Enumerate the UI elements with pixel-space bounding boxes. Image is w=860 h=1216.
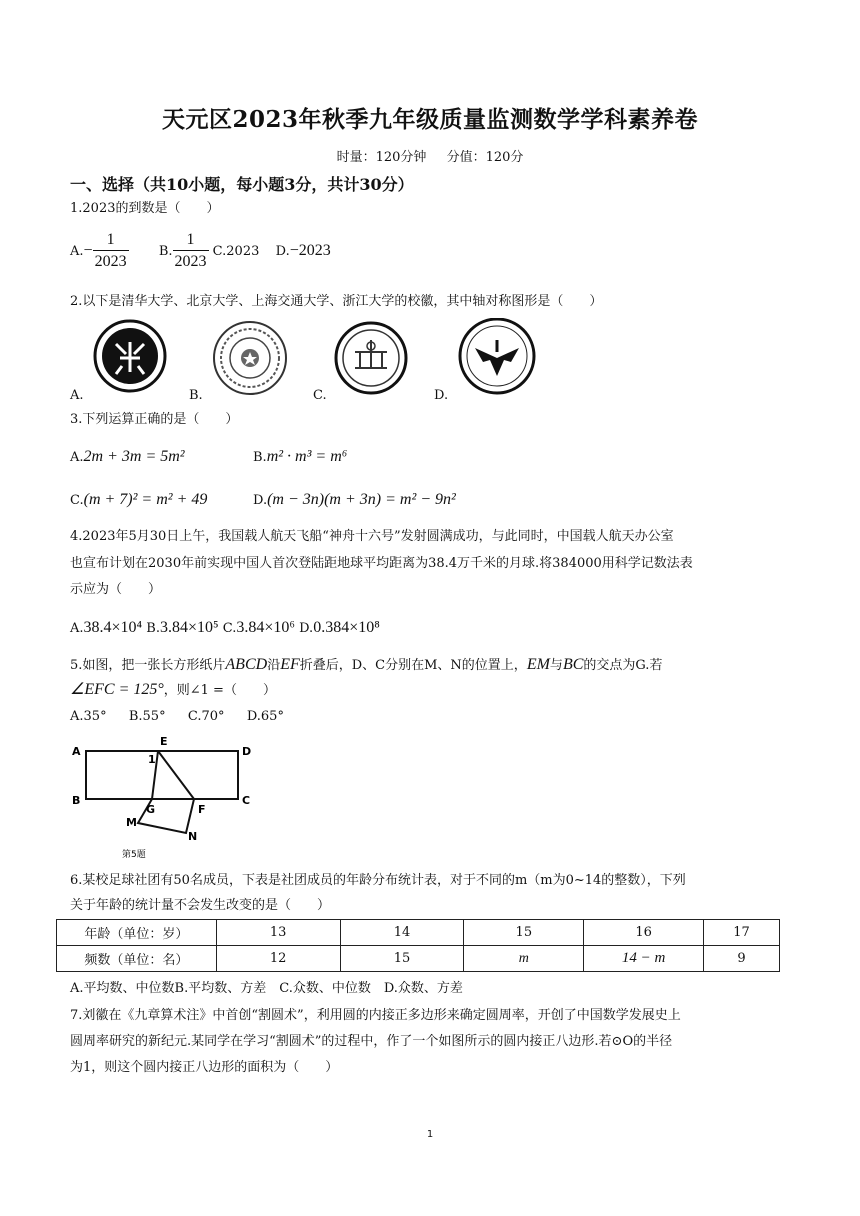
label-angle-1: 1 <box>148 753 156 766</box>
q3-a-label: A. <box>70 450 84 465</box>
q4-b-label: B. <box>146 621 160 636</box>
table-row-age <box>57 920 780 946</box>
figure-caption: 第5题 <box>122 850 146 860</box>
q5-em: EM <box>526 656 550 673</box>
q6-line-1: 6.某校足球社团有50名成员，下表是社团成员的年龄分布统计表，对于不同的m（m为0~14的整数），下列 <box>70 873 686 888</box>
q4-a-label: A. <box>70 621 84 636</box>
q3-option-c <box>70 490 207 511</box>
q1-b-numerator: 1 <box>173 230 209 251</box>
table-cell: 14 <box>340 920 464 946</box>
q1-option-d-value: −2023 <box>289 242 331 259</box>
label-f: F <box>198 803 206 816</box>
q4-b-expr: 3.84×10⁵ <box>159 619 219 636</box>
q2-label-b: B. <box>189 388 203 403</box>
q5-line-1 <box>70 655 662 676</box>
sjtu-emblem <box>336 323 406 393</box>
zju-emblem <box>460 319 534 393</box>
label-d: D <box>242 745 252 758</box>
q1-option-b-fraction <box>173 230 209 273</box>
q3-stem: 3.下列运算正确的是（ ） <box>70 412 239 427</box>
q2-label-d: D. <box>434 388 449 403</box>
time-limit: 时量：120分钟 <box>336 150 427 165</box>
q2-stem: 2.以下是清华大学、北京大学、上海交通大学、浙江大学的校徽，其中轴对称图形是（ ） <box>70 294 603 309</box>
q5-text-1: 5.如图，把一张长方形纸片 <box>70 658 226 673</box>
q3-d-expr: (m − 3n)(m + 3n) = m² − 9n² <box>267 491 456 508</box>
q5-angle-expr: ∠EFC = 125° <box>70 681 164 698</box>
table-cell: 15 <box>340 946 464 972</box>
q5-text-6: ，则∠1 =（ ） <box>163 683 276 698</box>
table-header-frequency: 频数（单位：名） <box>57 946 217 972</box>
q4-line-2: 也宣布计划在2030年前实现中国人首次登陆距地球平均距离为38.4万千米的月球.将384000用科学记数法表 <box>70 556 693 571</box>
q5-text-5: 的交点为G.若 <box>583 658 663 673</box>
table-cell: 12 <box>216 946 340 972</box>
q3-b-label: B. <box>253 450 267 465</box>
q5-option-d: D.65° <box>246 709 284 724</box>
table-cell: 17 <box>704 920 780 946</box>
q6-options: A.平均数、中位数B.平均数、方差 C.众数、中位数 D.众数、方差 <box>70 981 463 996</box>
q1-options <box>70 230 331 273</box>
q5-text-3: 折叠后，D、C分别在M、N的位置上， <box>299 658 527 673</box>
q4-line-3: 示应为（ ） <box>70 582 162 597</box>
q5-option-a: A.35° <box>70 709 107 724</box>
table-cell: 14 − m <box>584 946 704 972</box>
q5-folding-figure <box>68 733 258 863</box>
table-cell: 16 <box>584 920 704 946</box>
label-a: A <box>72 745 81 758</box>
label-m: M <box>126 816 137 829</box>
q1-a-denominator: 2023 <box>94 253 127 270</box>
q1-b-denominator: 2023 <box>174 253 207 270</box>
q5-line-2 <box>70 680 276 701</box>
q3-d-label: D. <box>253 493 268 508</box>
q3-option-a <box>70 447 185 468</box>
table-header-age: 年龄（单位：岁） <box>57 920 217 946</box>
q4-c-expr: 3.84×10⁶ <box>236 619 295 636</box>
q1-option-d-label: D. <box>275 244 290 259</box>
table-row-frequency <box>57 946 780 972</box>
q5-text-4: 与 <box>549 658 563 673</box>
q1-stem: 1.2023的到数是（ ） <box>70 201 220 216</box>
label-e: E <box>160 735 168 748</box>
table-cell: 13 <box>216 920 340 946</box>
q3-c-expr: (m + 7)² = m² + 49 <box>83 491 208 508</box>
q3-option-b <box>253 447 347 468</box>
table-cell: m <box>464 946 584 972</box>
q5-option-b: B.55° <box>128 709 166 724</box>
q1-option-a-label: A. <box>70 244 84 259</box>
q5-abcd: ABCD <box>225 656 268 673</box>
q4-c-label: C. <box>222 621 237 636</box>
q1-option-a-sign: − <box>83 242 93 259</box>
q4-line-1: 4.2023年5月30日上午，我国载人航天飞船“神舟十六号”发射圆满成功，与此同时，中国载人航天办公室 <box>70 529 674 544</box>
q5-text-2: 沿 <box>267 658 281 673</box>
exam-meta <box>0 146 860 165</box>
label-b: B <box>72 794 81 807</box>
peking-emblem <box>214 322 286 394</box>
q1-option-a-fraction <box>93 230 129 273</box>
q1-a-numerator: 1 <box>93 230 129 251</box>
q3-c-label: C. <box>70 493 84 508</box>
q3-a-expr: 2m + 3m = 5m² <box>83 448 185 465</box>
section-heading: 一、选择（共10小题，每小题3分，共计30分） <box>70 175 414 194</box>
folded-part <box>138 751 194 833</box>
q7-line-2: 圆周率研究的新纪元.某同学在学习“割圆术”的过程中，作了一个如图所示的圆内接正八边形.若⊙O的半径 <box>70 1034 673 1049</box>
tsinghua-emblem <box>95 321 165 391</box>
q5-option-c: C.70° <box>187 709 225 724</box>
q6-line-2: 关于年龄的统计量不会发生改变的是（ ） <box>70 898 331 913</box>
label-n: N <box>188 830 198 843</box>
q1-option-c: C.2023 <box>212 244 260 259</box>
label-g: G <box>146 803 156 816</box>
q1-option-b-label: B. <box>158 244 173 259</box>
q3-option-d <box>253 490 456 511</box>
q2-label-a: A. <box>70 388 84 403</box>
q7-line-3: 为1，则这个圆内接正八边形的面积为（ ） <box>70 1060 339 1075</box>
q4-a-expr: 38.4×10⁴ <box>83 619 143 636</box>
q3-b-expr: m² · m³ = m⁶ <box>266 448 348 465</box>
q2-label-c: C. <box>313 388 327 403</box>
q4-d-expr: 0.384×10⁸ <box>313 619 380 636</box>
table-cell: 9 <box>704 946 780 972</box>
q5-ef: EF <box>280 656 300 673</box>
page-number: 1 <box>426 1129 434 1140</box>
table-cell: 15 <box>464 920 584 946</box>
total-score: 分值：120分 <box>446 150 524 165</box>
exam-title: 天元区2023年秋季九年级质量监测数学学科素养卷 <box>161 106 698 133</box>
q5-bc: BC <box>562 656 584 673</box>
age-frequency-table <box>56 919 780 972</box>
q5-options <box>70 707 284 727</box>
q4-options <box>70 618 380 639</box>
label-c: C <box>242 794 251 807</box>
q7-line-1: 7.刘徽在《九章算术注》中首创“割圆术”，利用圆的内接正多边形来确定圆周率，开创了中国数学发展史上 <box>70 1008 681 1023</box>
q4-d-label: D. <box>299 621 314 636</box>
rectangle-abcd <box>86 751 238 799</box>
